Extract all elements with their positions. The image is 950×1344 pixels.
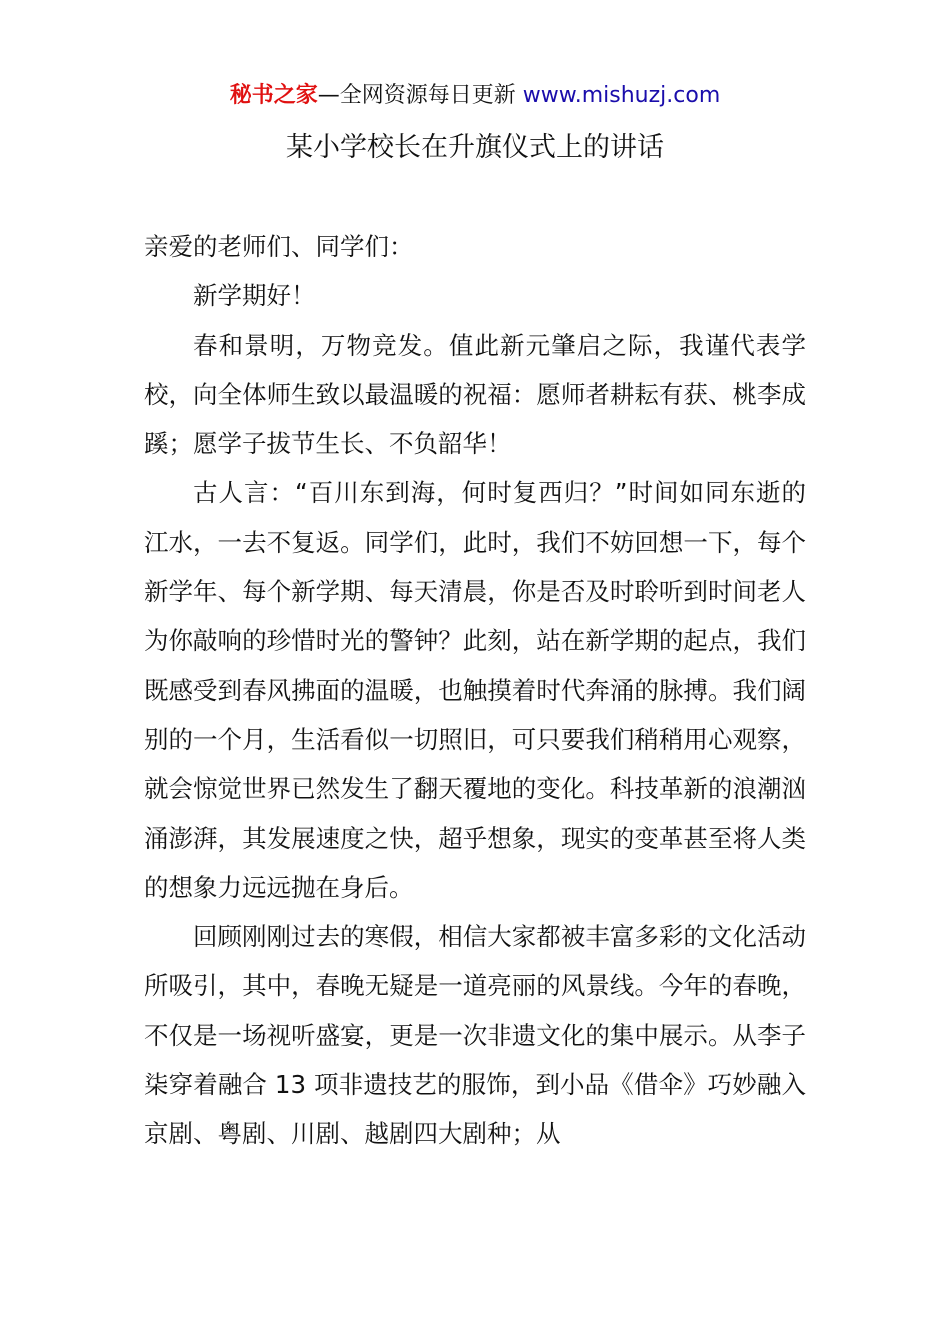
site-brand: 秘书之家 [229, 83, 318, 108]
paragraph: 春和景明，万物竞发。值此新元肇启之际，我谨代表学校，向全体师生致以最温暖的祝福：愿师者耕耘有获、桃李成蹊；愿学子拔节生长、不负韶华！ [144, 330, 806, 459]
salutation: 亲爱的老师们、同学们： [144, 232, 414, 261]
site-url-link[interactable]: www.mishuzj.com [522, 83, 721, 108]
document-body [144, 222, 806, 1159]
site-header [0, 80, 950, 112]
document-title: 某小学校长在升旗仪式上的讲话 [286, 132, 664, 163]
paragraph: 新学期好！ [193, 281, 316, 311]
paragraph: 古人言：“百川东到海，何时复西归？”时间如同东逝的江水，一去不复返。同学们，此时，我们不妨回想一下，每个新学年、每个新学期、每天清晨，你是否及时聆听到时间老人为你敲响的珍惜时光的警钟？此刻，站在新学期的起点，我们既感受到春风拂面的温暖，也触摸着时代奔涌的脉搏。我们阔别的一个月，生活看似一切照旧，可只要我们稍稍用心观察，就会惊觉世界已然发生了翻天覆地的变化。科技革新的浪潮汹涌澎湃，其发展速度之快，超乎想象，现实的变革甚至将人类的想象力远远抛在身后。 [144, 478, 806, 902]
paragraph: 回顾刚刚过去的寒假，相信大家都被丰富多彩的文化活动所吸引，其中，春晚无疑是一道亮丽的风景线。今年的春晚，不仅是一场视听盛宴，更是一次非遗文化的集中展示。从李子柒穿着融合 13 项非遗技艺的服饰，到小品《借伞》巧妙融入京剧、粤剧、川剧、越剧四大剧种；从 [144, 922, 806, 1149]
site-tagline: —全网资源每日更新 [317, 83, 523, 108]
